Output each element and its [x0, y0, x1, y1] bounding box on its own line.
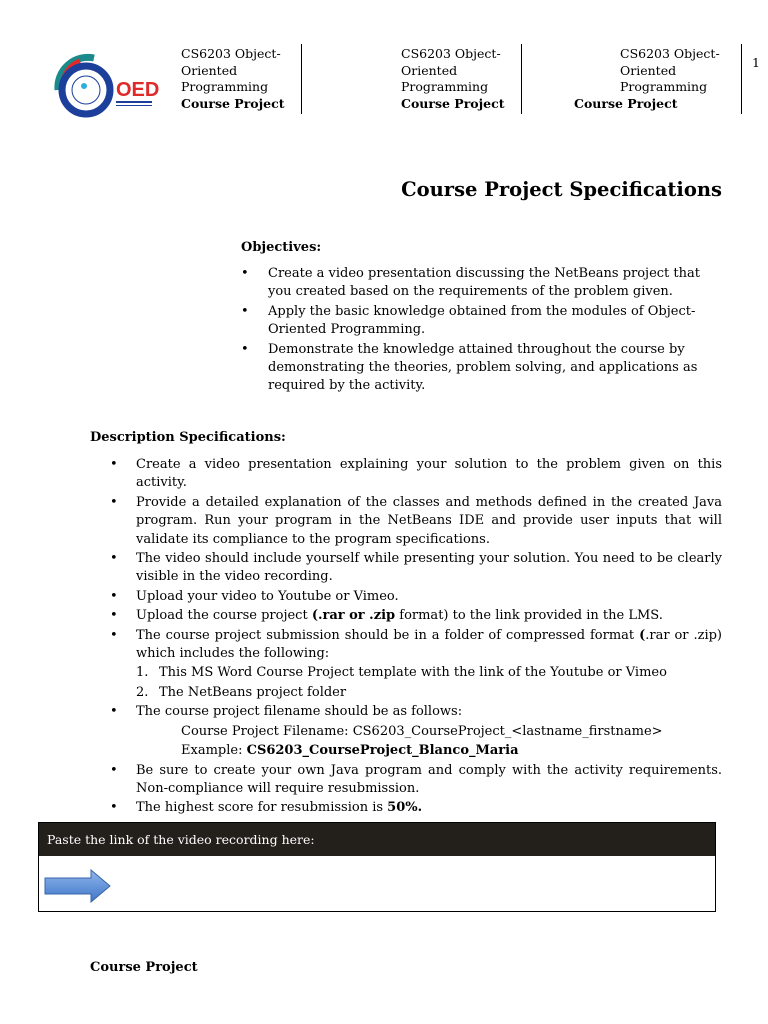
- page-title: Course Project Specifications: [401, 178, 722, 201]
- video-link-header: Paste the link of the video recording here:: [39, 823, 715, 856]
- description-list: [110, 456, 722, 819]
- list-item: • Create a video presentation explaining your solution to the problem given on this activity.: [110, 456, 722, 493]
- list-item: • Demonstrate the knowledge attained throughout the course by demonstrating the theories, problem solving, and applications as required by the activity.: [241, 341, 711, 396]
- list-item: • Create a video presentation discussing the NetBeans project that you created based on the requirements of the problem given.: [241, 265, 711, 302]
- header-divider: [741, 44, 742, 114]
- description-heading: Description Specifications:: [90, 430, 286, 445]
- list-item: • Provide a detailed explanation of the classes and methods defined in the created Java program. Run your program in the NetBeans IDE and provide user inputs that will validate its compliance to the program specifications.: [110, 494, 722, 549]
- video-link-box: [38, 822, 716, 912]
- list-item: • Upload the course project (.rar or .zip format) to the link provided in the LMS.: [110, 607, 722, 625]
- footer-label: Course Project: [90, 960, 198, 975]
- oed-logo: [50, 48, 160, 128]
- list-item: • Be sure to create your own Java program and comply with the activity requirements. Non-compliance will require resubmission.: [110, 762, 722, 799]
- objectives-list: [241, 265, 711, 397]
- numbered-item: 1. This MS Word Course Project template with the link of the Youtube or Vimeo: [136, 665, 667, 681]
- header-divider: [521, 44, 522, 114]
- list-item: • The course project submission should be in a folder of compressed format (.rar or .zip) which includes the following:: [110, 627, 722, 664]
- arrow-right-icon: [44, 869, 112, 903]
- list-item: • Upload your video to Youtube or Vimeo.: [110, 588, 722, 606]
- filename-format: Course Project Filename: CS6203_CourseProject_<lastname_firstname>: [181, 723, 663, 739]
- logo-text: OED: [116, 79, 160, 101]
- filename-example: Example: CS6203_CourseProject_Blanco_Maria: [181, 743, 519, 759]
- header-column-2: CS6203 Object- Oriented Programming Course Project: [401, 46, 505, 111]
- page-number: 1: [752, 55, 760, 70]
- numbered-item: 2. The NetBeans project folder: [136, 684, 347, 700]
- list-item: • The course project filename should be as follows:: [110, 703, 722, 721]
- header-column-3: CS6203 Object- Oriented Programming Course Project: [574, 46, 720, 111]
- header-column-1: CS6203 Object- Oriented Programming Course Project: [181, 46, 285, 111]
- header-divider: [301, 44, 302, 114]
- list-item: • Apply the basic knowledge obtained from the modules of Object-Oriented Programming.: [241, 303, 711, 340]
- list-item: • The highest score for resubmission is 50%.: [110, 799, 722, 817]
- list-item: • The video should include yourself while presenting your solution. You need to be clearly visible in the video recording.: [110, 550, 722, 587]
- objectives-heading: Objectives:: [241, 240, 322, 255]
